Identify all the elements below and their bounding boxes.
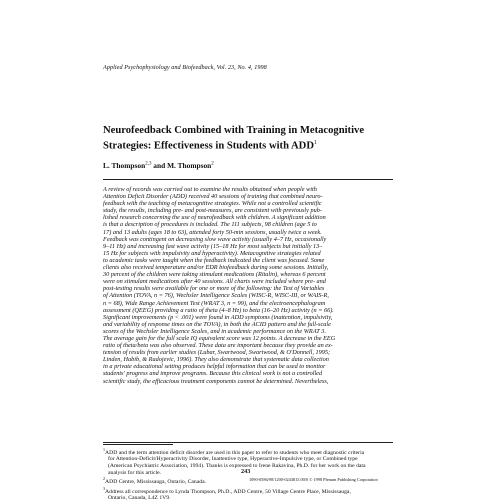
abstract-line: to academic tasks were taught when the feedback indicated the client was focused. Some [103,256,325,264]
abstract-line: Significant improvements (p < .001) were found in ADD symptoms (inattention, impulsivity, [103,313,333,321]
abstract-line: The average gain for the full scale IQ equivalent score was 12 points. A decrease in the EEG [103,334,336,342]
abstract-line: tension of results from earlier studies (Lubar, Swartwood, Swartwood, & O'Donnell, 1995; [103,349,331,357]
abstract-line: study, the results, including pre- and post-measures, are consistent with previously pub- [103,207,322,215]
abstract-bottom-rule [103,442,393,443]
publisher-imprint: 1090-0586/98/1200-0243$15.00/0 © 1998 Plenum Publishing Corporation [249,477,378,482]
abstract-line: Attention Deficit Disorder (ADD) received 40 sessions of training that combined neuro- [103,193,323,201]
footnote-continuation: (American Psychiatric Association, 1994). Thanks is expressed to Irene Rakavina, Ph.D. for her work on the data [108,463,366,470]
abstract-line: were on stimulant medications after 40 sessions. All charts were included where pre- and [103,278,326,286]
abstract-line: assessment (QEEG) providing a ratio of theta (4–8 Hz) to beta (16–20 Hz) activity (n = 66). [103,306,334,314]
footnote-continuation: for Attention-Deficit/Hyperactivity Disorder, Inattentive type, Hyperactive-Impulsive type, or Combined type [108,456,358,463]
abstract-line: clients also received temperature and/or EDR biofeedback during some sessions. Initially, [103,264,329,272]
footnote-3 [103,486,395,495]
abstract-line: Feedback was contingent on decreasing slow wave activity (usually 4–7 Hz, occasionally [103,235,327,243]
author-2: M. Thompson [167,161,212,170]
abstract-line: Linden, Habib, & Radojevic, 1996). They also demonstrate that systematic data collection [103,356,329,364]
footnote-mark: 3 [103,485,105,491]
footnote-text: ADD Centre, Mississauga, Ontario, Canada. [105,479,207,486]
title-line-2 [103,137,403,153]
footnote-text: Address all correspondence to Lynda Thompson, Ph.D., ADD Centre, 50 Village Centre Place, Mississauga, [105,488,351,495]
footnote-text: ADD and the term attention deficit disorder are used in this paper to refer to students who meet diagnostic criteria [105,449,365,456]
author-2-marks: 2 [211,161,214,167]
page-number: 243 [241,468,251,475]
abstract-line: 15 Hz for subjects with impulsivity and hyperactivity). Metacognitive strategies related [103,249,321,257]
abstract-line: lished research concerning the use of neurofeedback with children. A significant addition [103,214,326,222]
footnote-mark: 2 [103,476,105,482]
abstract-line: ratio of theta/beta was also observed. These data are important because they provide an ex- [103,342,333,350]
author-list [103,161,214,170]
running-head: Applied Psychophysiology and Biofeedback, Vol. 23, No. 4, 1998 [103,64,267,71]
abstract-line: is that a description of procedures is included. The 111 subjects, 98 children (age 5 to [103,221,317,229]
abstract-line: 9–11 Hz) and increasing fast wave activity (15–18 Hz for most subjects but initially 13– [103,242,323,250]
abstract-line: A review of records was carried out to examine the results obtained when people with [103,186,317,193]
abstract-line: scores of the Wechsler Intelligence Scales, and in academic performance on the WRAT 3. [103,327,326,335]
title-footnote-mark: 1 [313,140,317,146]
footnote-continuation: Ontario, Canada, L4Z 1V9. [108,495,171,502]
article-title [103,124,403,153]
abstract-line: n = 68), Wide Range Achievement Test (WRAT 3, n = 99), and the electroencephalogram [103,299,326,307]
author-1: L. Thompson [103,161,146,170]
abstract [103,186,395,385]
abstract-line: post-testing results were available for one or more of the following: the Test of Variables [103,285,325,293]
footnote-continuation: analysis for this article. [108,469,162,476]
abstract-line: of Attention (TOVA, n = 76), Wechsler Intelligence Scales (WISC-R, WISC-III, or WAIS-R, [103,292,329,300]
footnote-mark: 1 [103,447,105,452]
abstract-line: scientific study, the efficacious treatment components cannot be determined. Nevertheless, [103,377,329,385]
abstract-line: feedback with the teaching of metacognitive strategies. While not a controlled scientific [103,200,322,208]
abstract-line: 17) and 13 adults (ages 18 to 63), attended forty 50-min sessions, usually twice a week. [103,228,322,236]
footnote-separator [103,444,173,445]
author-1-marks: 2,3 [145,161,152,167]
author-connector: and [151,161,168,170]
abstract-line: in a private educational setting produces helpful information that can be used to monitor [103,363,326,371]
title-line-2-text: Strategies: Effectiveness in Students with ADD [103,140,314,152]
abstract-line: students' progress and improve programs. Because this clinical work is not a controlled [103,370,323,378]
title-line-1: Neurofeedback Combined with Training in Metacognitive [103,125,365,136]
abstract-top-rule [103,179,393,180]
abstract-line: and variability of response times on the TOVA), in both the ACID pattern and the full-scale [103,320,331,328]
abstract-line: 30 percent of the children were taking stimulant medications (Ritalin), whereas 6 percent [103,271,326,279]
